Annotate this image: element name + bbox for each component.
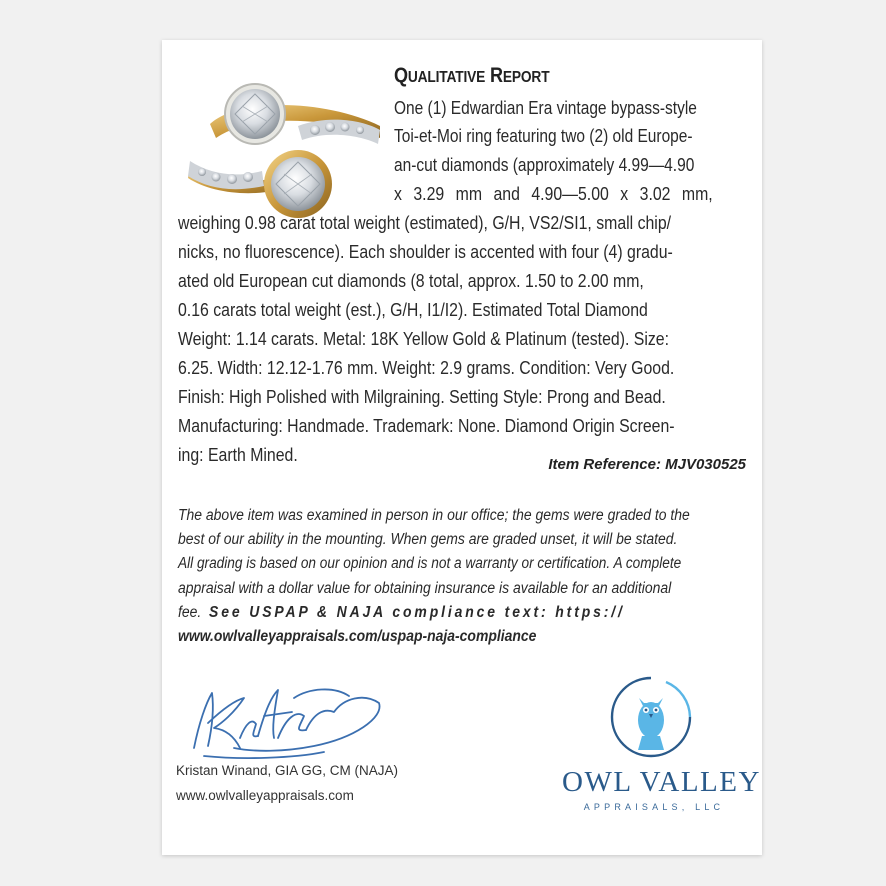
disclaimer-fee: fee. <box>178 603 202 621</box>
disclaimer-line-3: All grading is based on our opinion and is not a warranty or certification. A complete <box>178 555 682 573</box>
description-line-6: nicks, no fluorescence). Each shoulder is accented with four (4) gradu- <box>178 242 673 262</box>
item-reference: Item Reference: MJV030525 <box>548 456 746 473</box>
appraiser-website[interactable]: www.owlvalleyappraisals.com <box>176 788 354 803</box>
disclaimer <box>178 504 746 649</box>
description-line-9: Weight: 1.14 carats. Metal: 18K Yellow Gold & Platinum (tested). Size: <box>178 329 669 349</box>
description-line-13: ing: Earth Mined. <box>178 445 298 465</box>
report-title <box>394 64 549 88</box>
description-line-10: 6.25. Width: 12.12-1.76 mm. Weight: 2.9 grams. Condition: Very Good. <box>178 358 675 378</box>
description-line-1: One (1) Edwardian Era vintage bypass-style <box>394 98 697 118</box>
description-line-4: x 3.29 mm and 4.90—5.00 x 3.02 mm, <box>394 184 713 204</box>
report-title-r-rest: EPORT <box>502 69 550 86</box>
description-line-3: an-cut diamonds (approximately 4.99—4.90 <box>394 155 695 175</box>
report-title-r: R <box>490 64 503 87</box>
disclaimer-line-4: appraisal with a dollar value for obtaining insurance is available for an additional <box>178 579 672 597</box>
compliance-link[interactable]: www.owlvalleyappraisals.com/uspap-naja-compliance <box>178 628 537 646</box>
description-line-5: weighing 0.98 carat total weight (estimated), G/H, VS2/SI1, small chip/ <box>178 213 672 233</box>
brand-name: OWL VALLEY <box>562 766 761 798</box>
disclaimer-line-5 <box>178 601 689 625</box>
compliance-text: See USPAP & NAJA compliance text: https:// <box>209 603 625 621</box>
disclaimer-line-2: best of our ability in the mounting. When gems are graded unset, it will be stated. <box>178 531 678 549</box>
ring-photo-icon <box>180 66 385 236</box>
owl-logo-icon <box>608 674 694 760</box>
disclaimer-line-1: The above item was examined in person in our office; the gems were graded to the <box>178 507 690 524</box>
description-line-12: Manufacturing: Handmade. Trademark: None. Diamond Origin Screen- <box>178 416 675 436</box>
appraisal-card <box>162 40 762 855</box>
report-title-q-rest: UALITATIVE <box>407 69 486 86</box>
description-line-2: Toi-et-Moi ring featuring two (2) old Europe- <box>394 126 693 146</box>
appraiser-name: Kristan Winand, GIA GG, CM (NAJA) <box>176 763 399 778</box>
brand-subtitle: APPRAISALS, LLC <box>583 802 725 812</box>
signature-icon <box>174 668 389 768</box>
report-title-q: Q <box>394 64 408 87</box>
description-line-7: ated old European cut diamonds (8 total, approx. 1.50 to 2.00 mm, <box>178 271 644 291</box>
description-line-8: 0.16 carats total weight (est.), G/H, I1/I2). Estimated Total Diamond <box>178 300 648 320</box>
description-line-11: Finish: High Polished with Milgraining. Setting Style: Prong and Bead. <box>178 387 666 407</box>
